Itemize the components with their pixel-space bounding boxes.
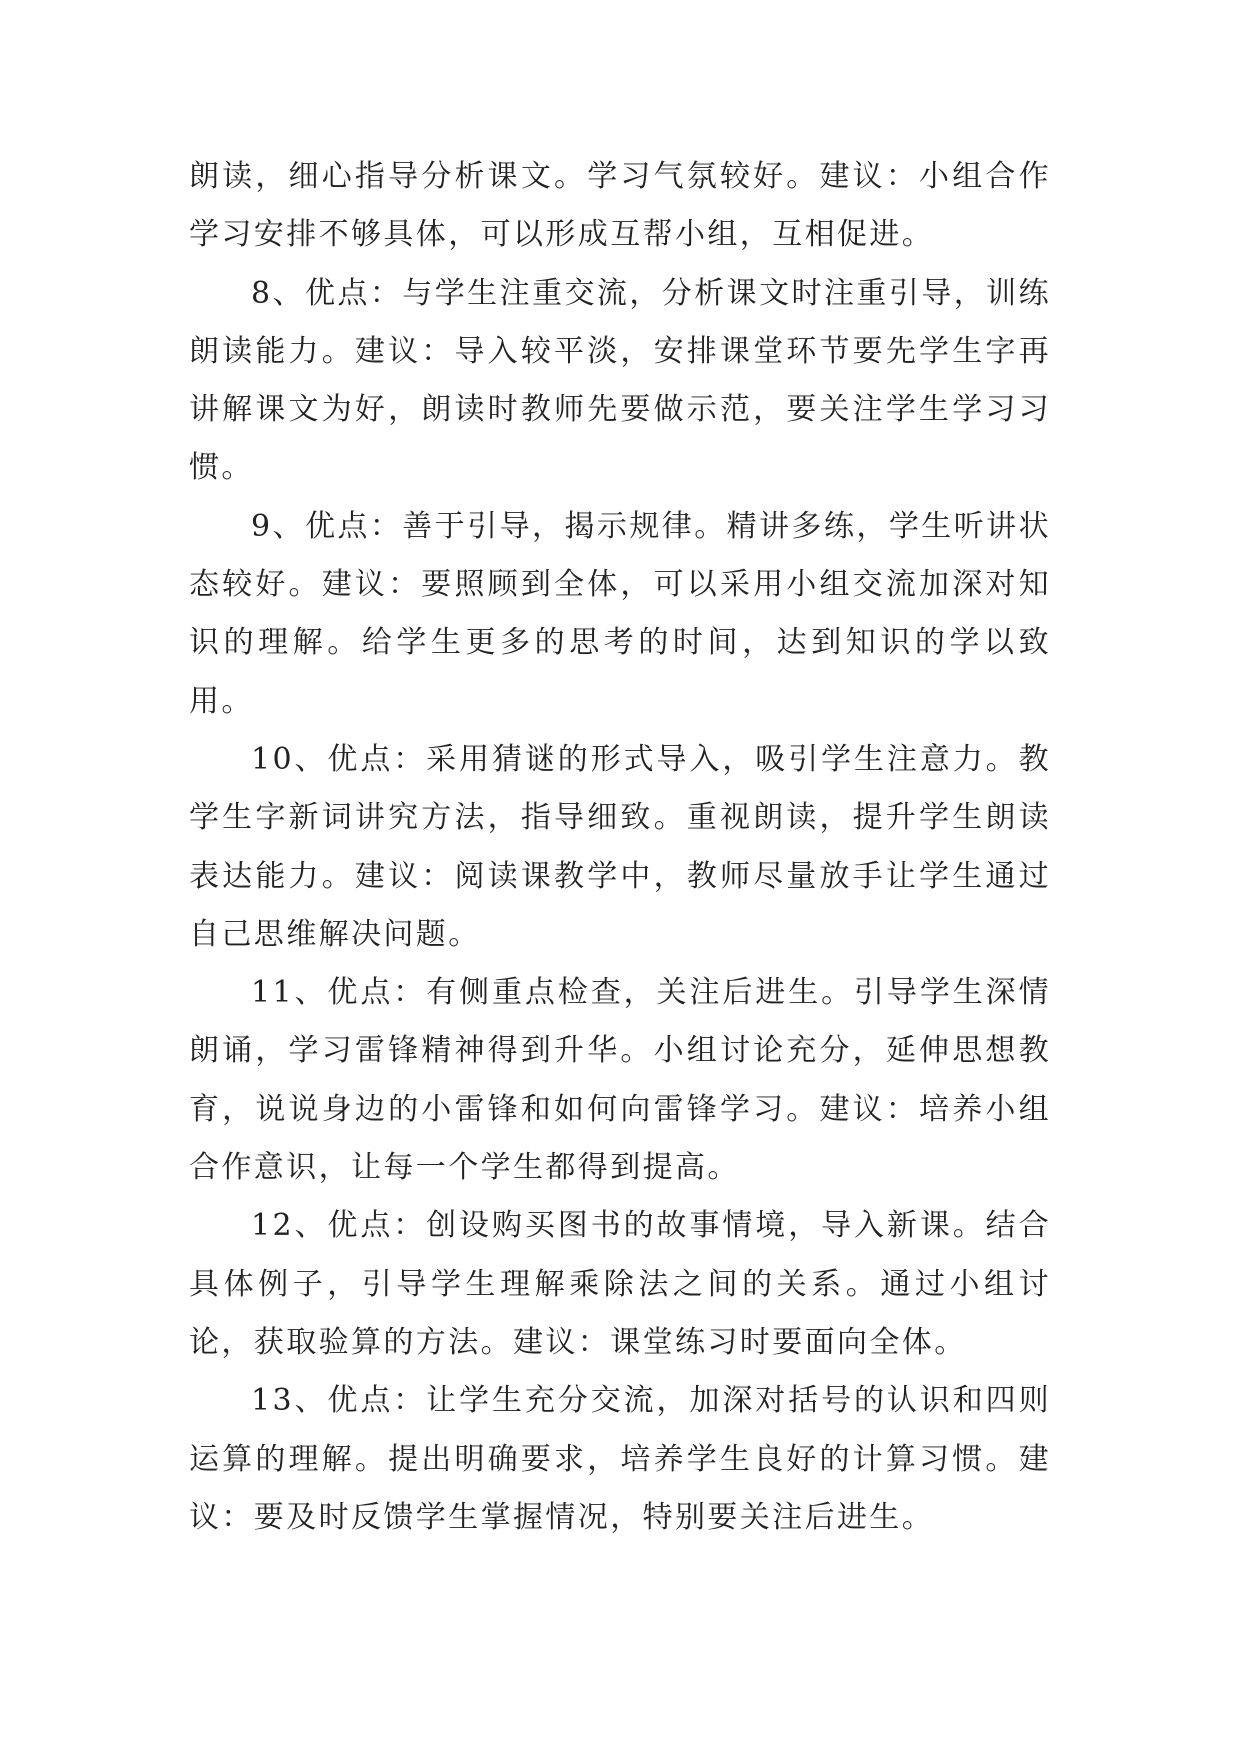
paragraph-item-8: 8、优点：与学生注重交流，分析课文时注重引导，训练朗读能力。建议：导入较平淡，安排课堂环节要先学生字再讲解课文为好，朗读时教师先要做示范，要关注学生学习习惯。: [189, 275, 1051, 486]
paragraph-item-11: 11、优点：有侧重点检查，关注后进生。引导学生深情朗诵，学习雷锋精神得到升华。小组讨论充分，延伸思想教育，说说身边的小雷锋和如何向雷锋学习。建议：培养小组合作意识，让每一个学生都得到提高。: [189, 975, 1051, 1186]
paragraph-continuation: 朗读，细心指导分析课文。学习气氛较好。建议：小组合作学习安排不够具体，可以形成互帮小组，互相促进。: [189, 159, 1051, 253]
paragraph-item-13: 13、优点：让学生充分交流，加深对括号的认识和四则运算的理解。提出明确要求，培养学生良好的计算习惯。建议：要及时反馈学生掌握情况，特别要关注后进生。: [189, 1383, 1051, 1535]
document-body: [189, 148, 1051, 1547]
paragraph-item-9: 9、优点：善于引导，揭示规律。精讲多练，学生听讲状态较好。建议：要照顾到全体，可以采用小组交流加深对知识的理解。给学生更多的思考的时间，达到知识的学以致用。: [189, 508, 1051, 719]
paragraph-item-10: 10、优点：采用猜谜的形式导入，吸引学生注意力。教学生字新词讲究方法，指导细致。重视朗读，提升学生朗读表达能力。建议：阅读课教学中，教师尽量放手让学生通过自己思维解决问题。: [189, 741, 1051, 952]
paragraph-item-12: 12、优点：创设购买图书的故事情境，导入新课。结合具体例子，引导学生理解乘除法之间的关系。通过小组讨论，获取验算的方法。建议：课堂练习时要面向全体。: [189, 1208, 1051, 1360]
